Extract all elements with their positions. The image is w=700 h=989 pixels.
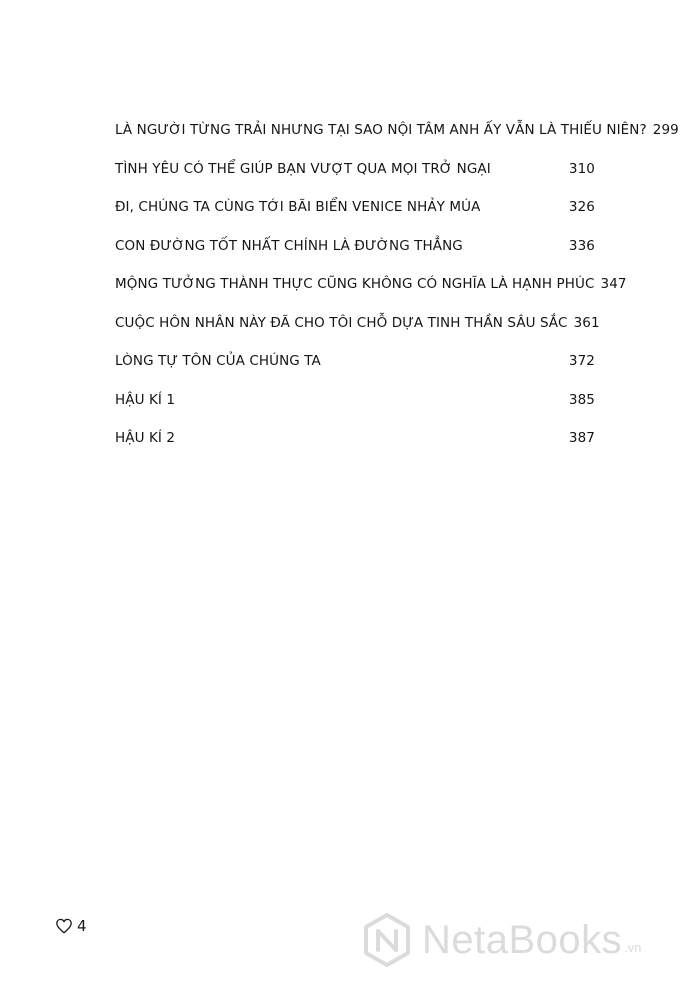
toc-entry-page: 387 [568, 430, 595, 446]
toc-entry-page: 326 [568, 199, 595, 215]
toc-entry-title: LÒNG TỰ TÔN CỦA CHÚNG TA [115, 353, 321, 369]
toc-entry-title: HẬU KÍ 2 [115, 430, 176, 446]
toc-entry-page: 347 [600, 276, 627, 292]
toc-entry [115, 199, 595, 238]
toc-entry-title: LÀ NGƯỜI TỪNG TRẢI NHƯNG TẠI SAO NỘI TÂM ANH ẤY VẪN LÀ THIẾU NIÊN? [115, 122, 647, 138]
toc-entry-title: ĐI, CHÚNG TA CÙNG TỚI BÃI BIỂN VENICE NHẢY MÚA [115, 199, 481, 215]
toc-entry [115, 353, 595, 392]
heart-outline-icon [55, 917, 73, 935]
page-footer [55, 917, 87, 935]
toc-entry-page: 310 [568, 160, 595, 177]
toc-entry-page: 336 [568, 237, 595, 254]
toc-entry [115, 430, 595, 469]
toc-entry-page: 299 [652, 122, 679, 138]
toc-entry-title: CUỘC HÔN NHÂN NÀY ĐÃ CHO TÔI CHỖ DỰA TINH THẦN SÂU SẮC [115, 314, 568, 331]
toc-entry [115, 238, 595, 277]
toc-entry-title: TÌNH YÊU CÓ THỂ GIÚP BẠN VƯỢT QUA MỌI TRỞ NGẠI [115, 160, 491, 177]
table-of-contents [115, 122, 679, 469]
watermark-suffix: .vn [624, 939, 642, 955]
toc-entry-title: CON ĐƯỜNG TỐT NHẤT CHÍNH LÀ ĐƯỜNG THẲNG [115, 237, 463, 254]
toc-entry-page: 361 [573, 314, 600, 331]
toc-entry [115, 161, 595, 200]
toc-entry-title: HẬU KÍ 1 [115, 391, 176, 408]
toc-entry-title: MỘNG TƯỞNG THÀNH THỰC CŨNG KHÔNG CÓ NGHĨA LÀ HẠNH PHÚC [115, 276, 595, 292]
toc-entry [115, 392, 595, 431]
netabooks-watermark [362, 912, 642, 968]
netabooks-logo-icon [362, 912, 412, 968]
watermark-text: NetaBooks [422, 917, 623, 962]
toc-entry-page: 385 [568, 391, 595, 408]
toc-entry [115, 314, 600, 354]
page-number: 4 [77, 917, 87, 935]
toc-entry-page: 372 [568, 353, 595, 369]
toc-entry [115, 122, 679, 161]
toc-entry [115, 276, 627, 315]
